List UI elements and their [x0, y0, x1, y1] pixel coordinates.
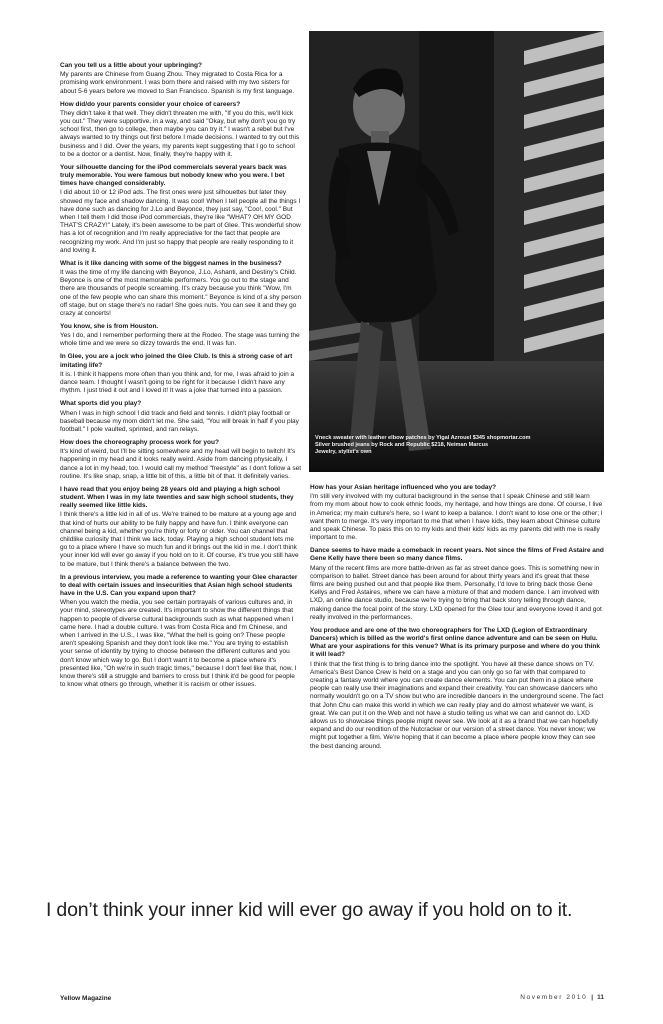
issue-date: November 2010: [520, 994, 588, 1001]
qa-block: [60, 439, 302, 481]
question: Can you tell us a little about your upbringing?: [60, 62, 202, 69]
question: Your silhouette dancing for the iPod commercials several years back was truly memorable. You were famous but nobody knew who you were. I bet times have changed considerably.: [60, 163, 287, 188]
question: Dance seems to have made a comeback in recent years. Not since the films of Fred Astaire and Gene Kelly have there been so many dance films.: [310, 547, 604, 563]
caption-line: Vneck sweater with leather elbow patches by Yigal Azrouel $345 shopmortar.com: [315, 435, 531, 441]
qa-block: [60, 260, 302, 318]
answer: I think there's a little kid in all of us. We're trained to be mature at a young age and that kind of hurts our ability to be fully happy and have fun. I think everyone can channel being a kid, whether you're thirty or forty or older. You can channel that childlike curiosity that I think we lack, today. Playing a high school student lets me go to a place where I have so much fun and it brings out the kid in me. I don't think your inner kid will ever go away if you hold on to it. Of course, it's true you still have to be mature, but I think there's a balance between the two.: [60, 511, 299, 568]
page-footer: [500, 994, 604, 1001]
caption-line: Silver brushed jeans by Rock and Republic $218, Neiman Marcus: [315, 442, 489, 449]
publication-name: Yellow Magazine: [60, 995, 112, 1002]
pull-quote: I don’t think your inner kid will ever go away if you hold on to it.: [46, 899, 573, 921]
answer: Many of the recent films are more battle-driven as far as street dance goes. This is something new in comparison to ballet. Street dance has been around for about thirty years and it's great that these films are being pushed out and that people like them. Personally, I'd love to bring back those Gene Kellys and Fred Astaires, where we can have a mixture of that and modern dance. I am involved with LXD, an online dance studio, because we're trying to bring that back story telling through dance, making dance the focal point of the story. LXD opened for the Glee tour and everyone loved it and got really involved in the performances.: [310, 564, 602, 621]
question: In a previous interview, you made a reference to wanting your Glee character to deal with certain issues and insecurities that Asian high school students have in the U.S. Can you expand upon that?: [60, 573, 298, 597]
qa-block: [310, 484, 604, 542]
footer-separator: |: [591, 994, 594, 1001]
question: What is it like dancing with some of the biggest names in the business?: [60, 259, 282, 267]
answer: It is. I think it happens more often than you think and, for me, I was afraid to join a dance team. I thought I wasn't going to be right for it because I didn't have any rhythm. I just tried it out and I loved it! It was a joke that turned into a passion.: [60, 370, 295, 395]
page-number: 11: [597, 994, 604, 1001]
answer: I think that the first thing is to bring dance into the spotlight. You have all these dance shows on TV. America's Best Dance Crew is held on a stage and you can only go so far with that compared to creating a fantasy world where you can create dance elements. You can put them in a place where people can really use their imaginations and expand their creativity. You can showcase dancers who normally wouldn't go on a TV show but who are incredible dancers in the underground scene. The fact that John Chu can make this world in which we can really play and do almost whatever we want, is great. We can put it on the Web and not have a studio telling us what we can and cannot do. LXD allows us to showcase things people might never see. We look at it as a brand that we can hopefully expand and do our rendition of the Nutcracker or our version of a street dance. You never know; we might put together a film. We're hoping that it can become a place where people know they can see the best dancing around.: [310, 660, 604, 750]
answer: They didn't take it that well. They didn't threaten me with, "If you do this, we'll kick you out." They were supportive, in a way, and said "Okay, but why don't you go try school first, then go to college, then maybe you can try it." I wasn't a rebel but I've always wanted to try things out first before I made decisions. I wanted to try out this business and I did. Over the years, my parents kept suggesting that I go to school to be a doctor or a dentist. Now, finally, they're happy with it.: [60, 109, 300, 158]
qa-block: [60, 164, 302, 255]
qa-block: [60, 62, 302, 96]
answer: It's kind of weird, but I'll be sitting somewhere and my head will begin to twitch! It's happening in my head and it looks really weird. Aside from dancing physically, I dance a lot in my head, too. I would call my method "freestyle" as I don't follow a set routine. It's like snap, snap, a little bit of this, a little bit of that. It definitely varies.: [60, 448, 302, 480]
question: What sports did you play?: [60, 400, 142, 408]
photo-caption: [315, 435, 599, 457]
answer: When you watch the media, you see certain portrayals of various cultures and, in your mind, stereotypes are created. It's important to show the different things that happen to people of diverse cultural backgrounds such as what happened when I came here. I had a double culture. I was from Costa Rica and I'm Chinese, and when I arrived in the U.S., I was like, "What the hell is going on? These people aren't speaking Spanish and they don't look like me." You are trying to establish your sense of identity by trying to choose between the different cultures and you don't know which way to go. But I don't want it to become a place where it's presented like, "Oh we're in such tragic times," because I don't feel like that, now. I know there's still a struggle and barriers to cross but I think it'd be good for people to know what others go through, whether it is racism or other issues.: [60, 599, 297, 689]
answer: I'm still very involved with my cultural background in the sense that I speak Chinese and still learn from my mom about how to cook ethnic foods, my heritage, and how things are done. Of course, I live in America; my main culture's here, so I want to keep a balance. I don't want to lose one or the other; I want them to merge. It's very important to me that when I have kids, they learn about Chinese culture and speak Chinese. To pass this on to my kids and their kids' kids as my parents did with me is really important to me.: [310, 493, 603, 542]
photo: [309, 31, 604, 472]
right-column: [310, 484, 604, 756]
question: In Glee, you are a jock who joined the Glee Club. Is this a strong case of art imitating life?: [60, 353, 293, 369]
question: You know, she is from Houston.: [60, 323, 159, 331]
answer: When I was in high school I did track and field and tennis. I didn't play football or baseball because my mom didn't let me. She said, "You will break in half if you play football." I pole vaulted, sprinted, and ran relays.: [60, 409, 299, 433]
qa-block: [60, 486, 302, 569]
answer: I did about 10 or 12 iPod ads. The first ones were just silhouettes but later they showed my face and shadow dancing. It was cool! When I tell people all the things I have done such as dancing for J.Lo and Beyonce, they just say, "Coo!, cool." But when I tell them I did those iPod commercials, they're like "WHAT? OH MY GOD THAT'S CRAZY!" Lately, it's been awesome to be part of Glee. This wonderful show has a lot of recognition and I'm really appreciative for the fact that people are recognizing my work. And I'm just so happy that people are really responding to it and loving it.: [60, 189, 301, 254]
question: How has your Asian heritage influenced who you are today?: [310, 484, 497, 491]
qa-block: [310, 627, 604, 751]
left-column: [60, 62, 302, 694]
qa-block: [310, 547, 604, 622]
question: How did/do your parents consider your choice of careers?: [60, 100, 241, 108]
qa-block: [60, 323, 302, 349]
question: How does the choreography process work for you?: [60, 438, 219, 446]
question: You produce and are one of the two choreographers for The LXD (Legion of Extraordinary Dancers) which is billed as the world's first online dance adventure and can be seen on Hulu. What are your aspirations for this venue? What is its primary purpose and where do you think it will lead?: [310, 626, 601, 659]
answer: My parents are Chinese from Guang Zhou. They migrated to Costa Rica for a promising work environment. I was born there and raised with my two sisters for about 5-6 years before we moved to San Francisco. Spanish is my first language.: [60, 71, 295, 95]
caption-line: Jewelry, stylist's own: [315, 449, 372, 456]
qa-block: [60, 400, 302, 434]
qa-block: [60, 353, 302, 395]
qa-block: [60, 101, 302, 159]
question: I have read that you enjoy being 28 years old and playing a high school student. When I was in my late twenties and saw high school students, they really seemed like little kids.: [60, 485, 294, 510]
qa-block: [60, 574, 302, 690]
portrait-photo-graphic: [309, 31, 604, 472]
answer: Yes I do, and I remember performing there at the Rodeo. The stage was turning the whole time and we were so dizzy towards the end. It was fun.: [60, 332, 300, 348]
answer: It was the time of my life dancing with Beyonce, J.Lo, Ashanti, and Destiny's Child. Beyonce is one of the most memorable performers. You go out to the stage and there are thousands of people screaming. It's crazy because you think "Wow, I'm one of the few people who can share this moment." Beyonce is kind of a shy person off stage, but on stage there's no radar! She goes nuts. You can see it and they go crazy at concerts!: [60, 269, 302, 318]
